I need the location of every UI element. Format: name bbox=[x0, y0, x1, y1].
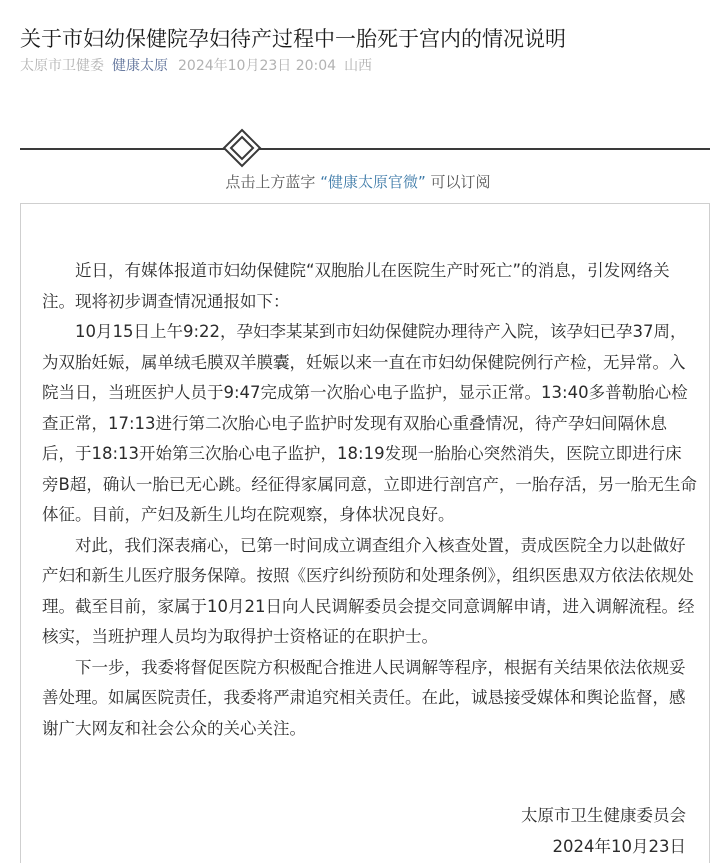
publish-date: 2024年10月23日 20:04 bbox=[178, 58, 337, 74]
article-body bbox=[42, 256, 698, 744]
paragraph: 下一步，我委将督促医院方积极配合推进人民调解等程序，根据有关结果依法依规妥善处理。如属医院责任，我委将严肃追究相关责任。在此，诚恳接受媒体和舆论监督，感谢广大网友和社会公众的关心关注。 bbox=[42, 657, 686, 738]
subscribe-suffix: 可以订阅 bbox=[430, 173, 491, 191]
paragraph: 10月15日上午9:22，孕妇李某某到市妇幼保健院办理待产入院，该孕妇已孕37周，为双胎妊娠，属单绒毛膜双羊膜囊，妊娠以来一直在市妇幼保健院例行产检，无异常。入院当日，当班医护人员于9:47完成第一次胎心电子监护，显示正常。13:40多普勒胎心检查正常，17:13进行第二次胎心电子监护时发现有双胎心重叠情况，待产孕妇间隔休息后，于18:13开始第三次胎心电子监护，18:19发现一胎胎心突然消失，医院立即进行床旁B超，确认一胎已无心跳。经征得家属同意，立即进行剖宫产，一胎存活，另一胎无生命体征。目前，产妇及新生儿均在院观察，身体状况良好。 bbox=[42, 322, 697, 524]
subscribe-prefix: 点击上方蓝字 bbox=[225, 173, 316, 191]
location: 山西 bbox=[344, 58, 373, 74]
paragraph: 对此，我们深表痛心，已第一时间成立调查组介入核查处置，责成医院全力以赴做好产妇和新生儿医疗服务保障。按照《医疗纠纷预防和处理条例》，组织医患双方依法依规处理。截至目前，家属于10月21日向人民调解委员会提交同意调解申请，进入调解流程。经核实，当班护理人员均为取得护士资格证的在职护士。 bbox=[42, 535, 695, 646]
account-link[interactable]: 健康太原 bbox=[112, 58, 168, 74]
article-title: 关于市妇幼保健院孕妇待产过程中一胎死于宫内的情况说明 bbox=[20, 27, 566, 52]
signature bbox=[521, 801, 686, 862]
signature-org: 太原市卫生健康委员会 bbox=[521, 806, 686, 825]
diamond-ornament-icon bbox=[222, 128, 262, 168]
subscribe-prompt bbox=[0, 170, 716, 194]
source-name: 太原市卫健委 bbox=[20, 58, 104, 74]
subscribe-account-link[interactable]: “健康太原官微” bbox=[320, 173, 426, 191]
header-divider bbox=[20, 148, 710, 150]
signature-date: 2024年10月23日 bbox=[552, 836, 686, 856]
article-meta bbox=[20, 56, 372, 76]
paragraph: 近日，有媒体报道市妇幼保健院“双胞胎儿在医院生产时死亡”的消息，引发网络关注。现将初步调查情况通报如下： bbox=[42, 261, 670, 311]
